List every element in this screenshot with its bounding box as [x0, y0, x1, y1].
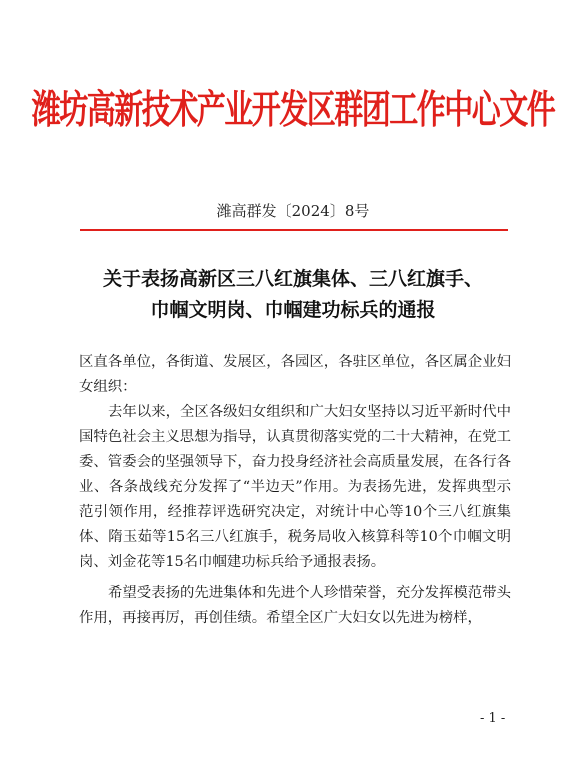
document-header-title: 潍坊高新技术产业开发区群团工作中心文件: [31, 86, 555, 133]
page-number: - 1 -: [480, 711, 506, 726]
body-paragraph-2: 希望受表扬的先进集体和先进个人珍惜荣誉，充分发挥模范带头作用，再接再厉，再创佳绩。希望全区广大妇女以先进为榜样，: [79, 585, 511, 626]
salutation: 区直各单位，各街道、发展区，各园区，各驻区单位，各区属企业妇女组织：: [79, 354, 511, 395]
notice-title-line-2: 巾帼文明岗、巾帼建功标兵的通报: [150, 299, 436, 321]
document-body: [79, 350, 511, 631]
red-divider-line: [80, 229, 508, 231]
document-number: 潍高群发〔2024〕8号: [216, 202, 370, 220]
body-paragraph-1: 去年以来，全区各级妇女组织和广大妇女坚持以习近平新时代中国特色社会主义思想为指导，认真贯彻落实党的二十大精神，在党工委、管委会的坚强领导下，奋力投身经济社会高质量发展，在各行各业、各条战线充分发挥了“半边天”作用。为表扬先进，发挥典型示范引领作用，经推荐评选研究决定，对统计中心等10个三八红旗集体、隋玉茹等15名三八红旗手，税务局收入核算科等10个巾帼文明岗、刘金花等15名巾帼建功标兵给予通报表扬。: [79, 404, 511, 570]
notice-title: [0, 264, 586, 326]
notice-title-line-1: 关于表扬高新区三八红旗集体、三八红旗手、: [102, 268, 483, 290]
